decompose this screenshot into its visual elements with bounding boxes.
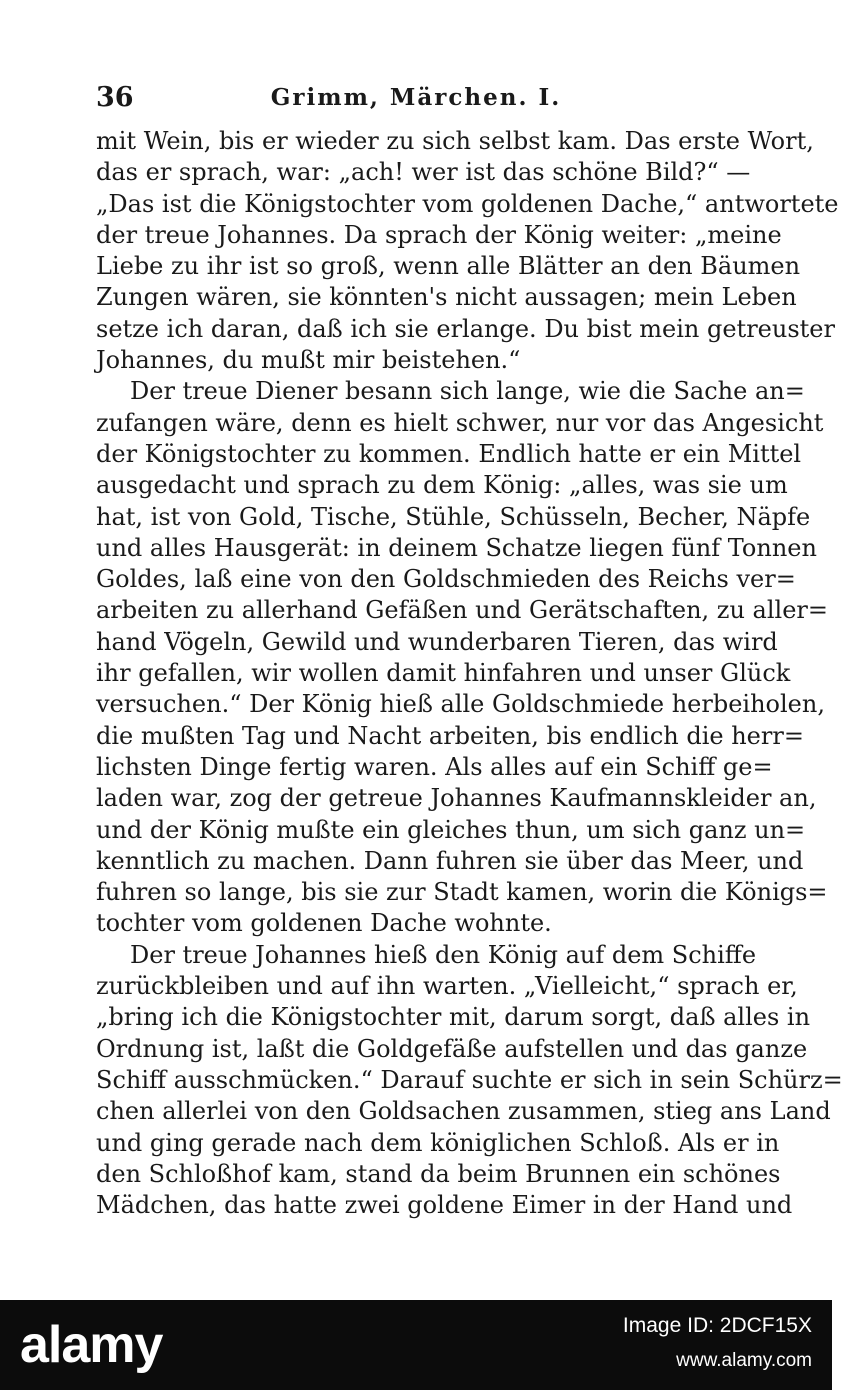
watermark-url: www.alamy.com xyxy=(676,1350,812,1371)
text-line: lichsten Dinge fertig waren. Als alles auf ein Schiff ge= xyxy=(96,752,773,781)
text-line: arbeiten zu allerhand Gefäßen und Gerätschaften, zu aller= xyxy=(96,596,828,625)
alamy-logo: alamy xyxy=(20,1316,163,1374)
running-head xyxy=(96,80,736,116)
text-line: und ging gerade nach dem königlichen Schloß. Als er in xyxy=(96,1128,780,1157)
text-line: Liebe zu ihr ist so groß, wenn alle Blätter an den Bäumen xyxy=(96,252,801,281)
text-line: tochter vom goldenen Dache wohnte. xyxy=(96,909,552,938)
text-line: ausgedacht und sprach zu dem König: „alles, was sie um xyxy=(96,471,788,500)
text-line: kenntlich zu machen. Dann fuhren sie über das Meer, und xyxy=(96,846,804,875)
text-line: ihr gefallen, wir wollen damit hinfahren und unser Glück xyxy=(96,659,791,688)
text-line: Der treue Johannes hieß den König auf dem Schiffe xyxy=(130,940,757,969)
text-line: das er sprach, war: „ach! wer ist das schöne Bild?“ — xyxy=(96,158,751,187)
text-line: chen allerlei von den Goldsachen zusammen, stieg ans Land xyxy=(96,1097,831,1126)
text-line: Schiff ausschmücken.“ Darauf suchte er sich in sein Schürz= xyxy=(96,1065,843,1094)
text-line: setze ich daran, daß ich sie erlange. Du bist mein getreuster xyxy=(96,314,835,343)
text-line: und alles Hausgerät: in deinem Schatze liegen fünf Tonnen xyxy=(96,533,817,562)
page-number: 36 xyxy=(96,82,134,113)
text-line: „Das ist die Königstochter vom goldenen Dache,“ antwortete xyxy=(96,189,839,218)
text-line: Ordnung ist, laßt die Goldgefäße aufstellen und das ganze xyxy=(96,1034,808,1063)
text-line: mit Wein, bis er wieder zu sich selbst kam. Das erste Wort, xyxy=(96,127,814,155)
text-line: zurückbleiben und auf ihn warten. „Vielleicht,“ sprach er, xyxy=(96,972,798,1001)
running-title: Grimm, Märchen. I. xyxy=(270,84,562,111)
text-line: zufangen wäre, denn es hielt schwer, nur vor das Angesicht xyxy=(96,408,824,437)
text-line: laden war, zog der getreue Johannes Kaufmannskleider an, xyxy=(96,784,817,813)
text-line: Johannes, du mußt mir beistehen.“ xyxy=(96,346,521,375)
text-line: die mußten Tag und Nacht arbeiten, bis endlich die herr= xyxy=(96,721,804,750)
image-id-label: Image ID: 2DCF15X xyxy=(622,1314,812,1337)
text-line: Der treue Diener besann sich lange, wie die Sache an= xyxy=(130,377,805,406)
text-line: der Königstochter zu kommen. Endlich hatte er ein Mittel xyxy=(96,439,802,468)
text-line: versuchen.“ Der König hieß alle Goldschmiede herbeiholen, xyxy=(96,690,825,719)
text-line: und der König mußte ein gleiches thun, um sich ganz un= xyxy=(96,815,806,844)
watermark-banner xyxy=(0,1300,832,1390)
text-line: „bring ich die Königstochter mit, darum sorgt, daß alles in xyxy=(96,1003,811,1032)
text-line: Zungen wären, sie könnten's nicht aussagen; mein Leben xyxy=(96,283,797,312)
text-line: den Schloßhof kam, stand da beim Brunnen ein schönes xyxy=(96,1159,781,1188)
text-line: hand Vögeln, Gewild und wunderbaren Tieren, das wird xyxy=(96,627,778,656)
body-text xyxy=(96,126,843,1221)
text-line: hat, ist von Gold, Tische, Stühle, Schüsseln, Becher, Näpfe xyxy=(96,502,811,531)
text-line: Mädchen, das hatte zwei goldene Eimer in der Hand und xyxy=(96,1191,793,1220)
text-line: fuhren so lange, bis sie zur Stadt kamen, worin die Königs= xyxy=(96,878,828,907)
text-line: Goldes, laß eine von den Goldschmieden des Reichs ver= xyxy=(96,565,796,594)
text-line: der treue Johannes. Da sprach der König weiter: „meine xyxy=(96,220,782,249)
